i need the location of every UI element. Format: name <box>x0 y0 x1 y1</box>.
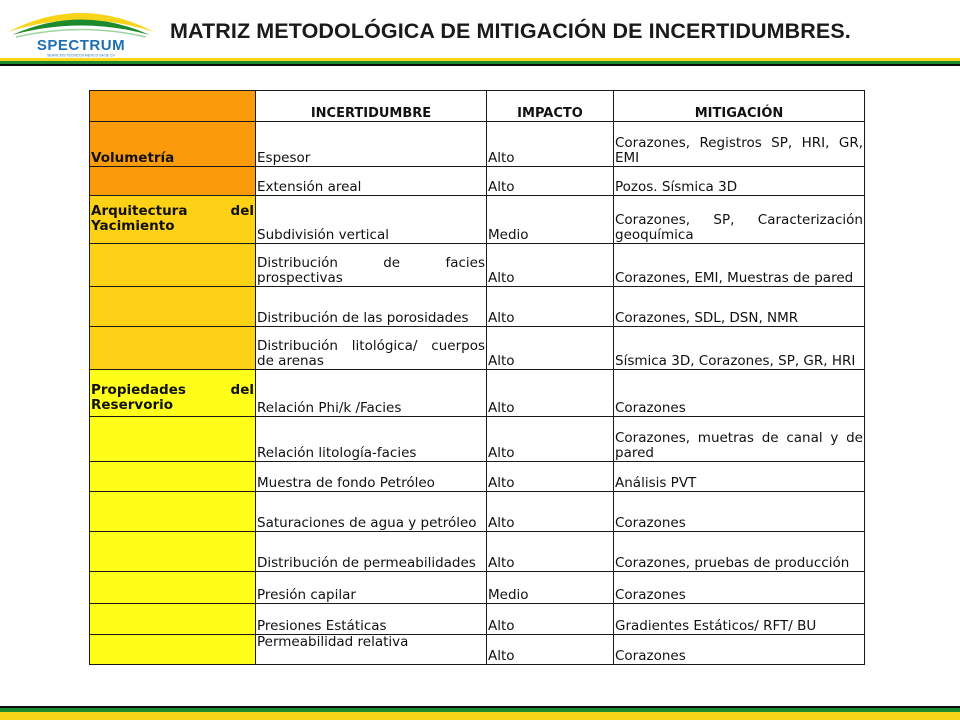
header-cell-mitigation: MITIGACIÓN <box>614 91 865 122</box>
impact-cell: Medio <box>487 196 614 244</box>
impact-cell: Alto <box>487 167 614 196</box>
impact-cell: Alto <box>487 122 614 167</box>
uncertainty-cell: Presiones Estáticas <box>256 604 487 635</box>
table-row <box>90 635 865 665</box>
header-cell-uncertainty: INCERTIDUMBRE <box>256 91 487 122</box>
table-row <box>90 167 865 196</box>
mitigation-cell: Corazones <box>614 492 865 532</box>
uncertainty-cell: Distribución de las porosidades <box>256 287 487 327</box>
table-row <box>90 417 865 462</box>
logo-subtext: SERVICIOS TÉCNICOS MEXICO SA DE CV <box>47 53 115 58</box>
uncertainty-cell: Muestra de fondo Petróleo <box>256 462 487 492</box>
table-row <box>90 287 865 327</box>
category-cell <box>90 244 256 287</box>
mitigation-matrix-table <box>89 90 865 665</box>
impact-cell: Alto <box>487 604 614 635</box>
table-row <box>90 196 865 244</box>
table-row <box>90 122 865 167</box>
category-cell: Arquitectura del Yacimiento <box>90 196 256 244</box>
category-cell <box>90 167 256 196</box>
slide-header <box>0 0 960 62</box>
uncertainty-cell: Relación Phi/k /Facies <box>256 370 487 417</box>
category-cell <box>90 462 256 492</box>
category-cell <box>90 417 256 462</box>
impact-cell: Alto <box>487 492 614 532</box>
category-cell: Propiedades del Reservorio <box>90 370 256 417</box>
header-band-black <box>0 64 960 66</box>
table-row <box>90 244 865 287</box>
table-row <box>90 327 865 370</box>
impact-cell: Alto <box>487 327 614 370</box>
uncertainty-cell: Relación litología-facies <box>256 417 487 462</box>
uncertainty-cell: Espesor <box>256 122 487 167</box>
uncertainty-cell: Saturaciones de agua y petróleo <box>256 492 487 532</box>
category-cell: Volumetría <box>90 122 256 167</box>
table-header-row <box>90 91 865 122</box>
mitigation-cell: Pozos. Sísmica 3D <box>614 167 865 196</box>
mitigation-cell: Corazones, Registros SP, HRI, GR, EMI <box>614 122 865 167</box>
mitigation-cell: Gradientes Estáticos/ RFT/ BU <box>614 604 865 635</box>
table-row <box>90 370 865 417</box>
category-cell <box>90 287 256 327</box>
mitigation-cell: Corazones, EMI, Muestras de pared <box>614 244 865 287</box>
spectrum-logo <box>2 2 160 58</box>
mitigation-cell: Sísmica 3D, Corazones, SP, GR, HRI <box>614 327 865 370</box>
uncertainty-cell: Distribución de permeabilidades <box>256 532 487 572</box>
uncertainty-cell: Extensión areal <box>256 167 487 196</box>
mitigation-cell: Análisis PVT <box>614 462 865 492</box>
impact-cell: Alto <box>487 462 614 492</box>
footer-band-yellow <box>0 712 960 720</box>
mitigation-cell: Corazones, pruebas de producción <box>614 532 865 572</box>
category-cell <box>90 572 256 604</box>
impact-cell: Alto <box>487 287 614 327</box>
uncertainty-cell: Distribución de facies prospectivas <box>256 244 487 287</box>
uncertainty-cell: Distribución litológica/ cuerpos de arenas <box>256 327 487 370</box>
mitigation-cell: Corazones, SP, Caracterización geoquímica <box>614 196 865 244</box>
table-row <box>90 532 865 572</box>
impact-cell: Alto <box>487 244 614 287</box>
category-cell <box>90 532 256 572</box>
logo-text: SPECTRUM <box>36 37 126 54</box>
category-cell <box>90 327 256 370</box>
table-row <box>90 492 865 532</box>
header-cell-category <box>90 91 256 122</box>
impact-cell: Medio <box>487 572 614 604</box>
mitigation-cell: Corazones, muetras de canal y de pared <box>614 417 865 462</box>
mitigation-cell: Corazones <box>614 572 865 604</box>
table-row <box>90 572 865 604</box>
impact-cell: Alto <box>487 370 614 417</box>
uncertainty-cell: Permeabilidad relativa <box>256 635 487 665</box>
impact-cell: Alto <box>487 417 614 462</box>
mitigation-cell: Corazones, SDL, DSN, NMR <box>614 287 865 327</box>
mitigation-cell: Corazones <box>614 370 865 417</box>
category-cell <box>90 635 256 665</box>
impact-cell: Alto <box>487 635 614 665</box>
table-row <box>90 604 865 635</box>
category-cell <box>90 604 256 635</box>
mitigation-cell: Corazones <box>614 635 865 665</box>
table-row <box>90 462 865 492</box>
uncertainty-cell: Presión capilar <box>256 572 487 604</box>
page-title: MATRIZ METODOLÓGICA DE MITIGACIÓN DE INCERTIDUMBRES. <box>170 19 851 43</box>
impact-cell: Alto <box>487 532 614 572</box>
uncertainty-cell: Subdivisión vertical <box>256 196 487 244</box>
header-cell-impact: IMPACTO <box>487 91 614 122</box>
category-cell <box>90 492 256 532</box>
